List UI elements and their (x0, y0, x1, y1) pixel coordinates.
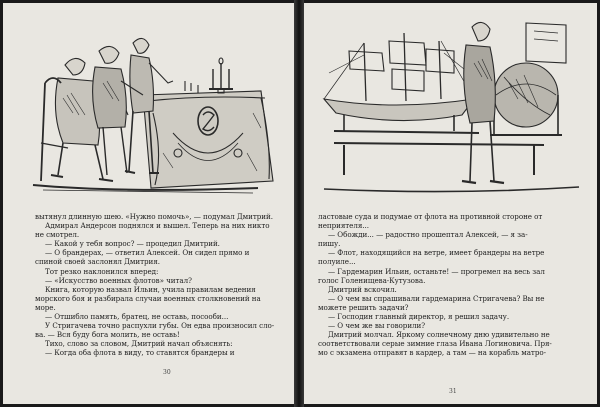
text-line: — Отшибло память, братец, не оставь, посооби... (45, 312, 229, 322)
left-page-text (35, 212, 280, 358)
text-line: можете решить задачи? (318, 302, 409, 312)
text-line: соответствовали серые зимние глаза Ивана Логиновича. Пря- (318, 339, 552, 349)
text-line: ва. — Вся буду бога молить, не оставь! (35, 330, 180, 340)
text-line: — О чем же вы говорили? (328, 321, 426, 331)
right-page-illustration (304, 3, 597, 203)
left-page (3, 3, 294, 404)
right-page (304, 3, 597, 404)
text-line: Тихо, слово за словом, Дмитрий начал объяснять: (45, 339, 233, 349)
text-line: море. (35, 302, 56, 312)
text-line: неприятеля... (318, 221, 369, 231)
text-line: пишу. (318, 239, 341, 249)
text-line: — О чем вы спрашивали гардемарина Стригачева? Вы не (328, 293, 545, 303)
text-line: не смотрел. (35, 230, 80, 240)
text-line: — Обожди... — радостно прошептал Алексей, — я за- (328, 230, 528, 240)
left-page-illustration (3, 3, 294, 203)
text-line: вытянул длинную шею. «Нужно помочь», — подумал Дмитрий. (35, 212, 273, 221)
page-number: 31 (449, 388, 457, 395)
book-gutter (294, 0, 304, 407)
text-line: полуиле... (318, 257, 356, 267)
right-page-text (318, 212, 580, 358)
text-line: У Стригачева точно распухли губы. Он едва произносил сло- (45, 321, 275, 331)
text-line: — Флот, находящийся на ветре, имеет брандеры на ветре (328, 248, 545, 258)
text-line: Дмитрий молчал. Яркому солнечному дню удивительно не (328, 330, 550, 340)
text-line: морского боя и разбирала случаи военных столкновений на (35, 293, 261, 303)
text-line: Дмитрий вскочил. (328, 284, 397, 294)
text-line: — О брандерах, — ответил Алексей. Он сидел прямо и (45, 248, 250, 258)
text-line: мо с экзамена отправят в кардер, а там — на корабль матро- (318, 348, 546, 358)
text-line: — Когда оба флота в виду, то ставятся брандеры и (45, 348, 235, 358)
text-line: Тот резко наклонился вперед: (45, 266, 159, 276)
text-line: спиной своей заслонял Дмитрия. (35, 257, 160, 267)
text-line: — «Искусство военных флотов» читал? (45, 275, 192, 285)
page-number: 30 (163, 369, 171, 376)
text-line: ластовые суда и подумае от флота на противной стороне от (318, 212, 543, 221)
text-line: — Гардемарин Ильин, останьте! — прогремел на весь зал (328, 266, 545, 276)
text-line: — Господин главный директор, я решил задачу. (328, 312, 510, 322)
text-line: — Какой у тебя вопрос? — процедил Дмитрий. (45, 239, 220, 249)
text-line: голос Голенищева-Кутузова. (318, 275, 426, 285)
text-line: Книга, которую назвал Ильин, учила правилам ведения (45, 284, 256, 294)
text-line: Адмирал Андерсон поднялся и вышел. Теперь на них никто (45, 221, 270, 231)
